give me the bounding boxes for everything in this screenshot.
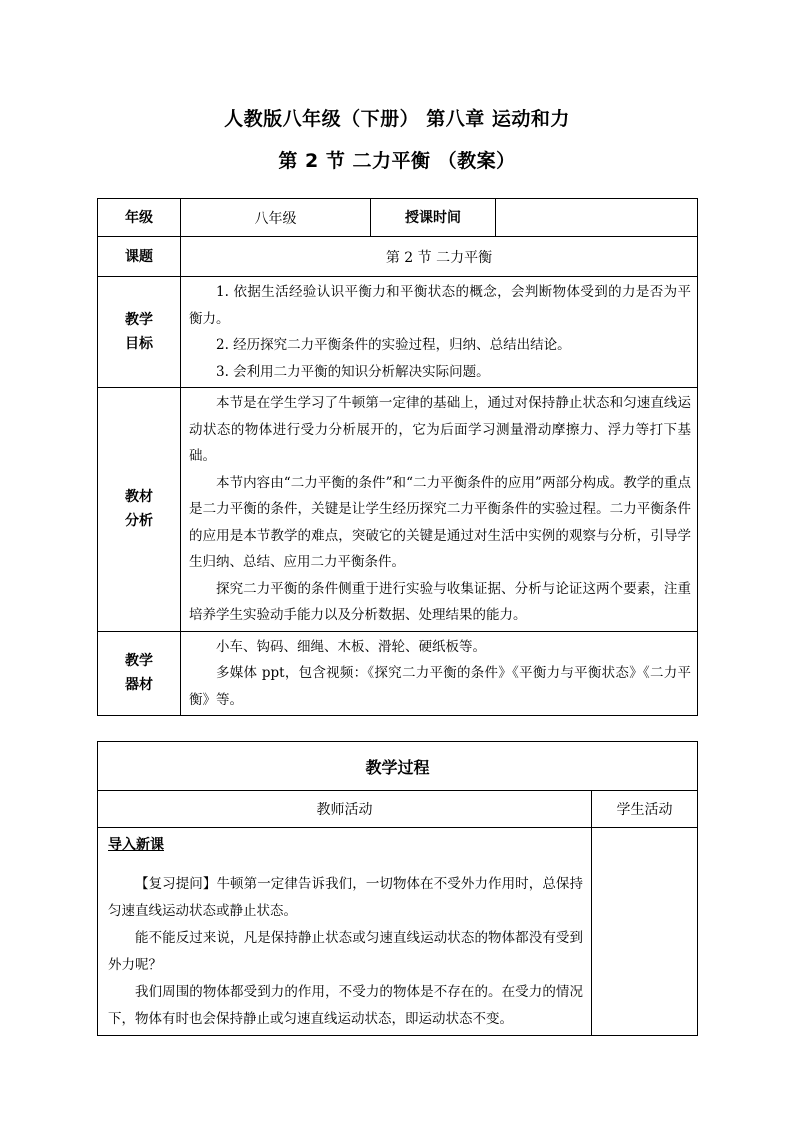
teaching-process-table xyxy=(97,741,698,1036)
document-title: 人教版八年级（下册） 第八章 运动和力 xyxy=(224,108,570,130)
time-label: 授课时间 xyxy=(371,199,496,237)
materials-content xyxy=(181,631,698,716)
time-value xyxy=(496,199,698,237)
goals-label: 教学 目标 xyxy=(98,277,181,388)
section-title: 导入新课 xyxy=(108,837,164,853)
analysis-paragraph: 本节是在学生学习了牛顿第一定律的基础上，通过对保持静止状态和匀速直线运动状态的物体进行受力分析展开的，它为后面学习测量滑动摩擦力、浮力等打下基础。 xyxy=(189,395,691,464)
goal-item: 2. 经历探究二力平衡条件的实验过程，归纳、总结出结论。 xyxy=(216,337,571,353)
process-paragraph: 能不能反过来说，凡是保持静止状态或匀速直线运动状态的物体都没有受到外力呢？ xyxy=(108,930,583,973)
process-title: 教学过程 xyxy=(98,742,698,791)
topic-value: 第 2 节 二力平衡 xyxy=(181,237,698,277)
grade-value: 八年级 xyxy=(181,199,371,237)
review-tag: 【复习提问】 xyxy=(135,876,217,892)
analysis-paragraph: 探究二力平衡的条件侧重于进行实验与收集证据、分析与论证这两个要素，注重培养学生实验动手能力以及分析数据、处理结果的能力。 xyxy=(189,580,691,623)
lesson-info-table xyxy=(97,198,698,716)
analysis-label: 教材 分析 xyxy=(98,388,181,632)
process-paragraph: 我们周围的物体都受到力的作用，不受力的物体是不存在的。在受力的情况下，物体有时也会保持静止或匀速直线运动状态，即运动状态不变。 xyxy=(108,984,583,1027)
student-activity-header: 学生活动 xyxy=(592,791,698,828)
document-subtitle: 第 2 节 二力平衡 （教案） xyxy=(278,150,516,172)
teacher-activity-header: 教师活动 xyxy=(98,791,592,828)
grade-label: 年级 xyxy=(98,199,181,237)
materials-label: 教学 器材 xyxy=(98,631,181,716)
analysis-paragraph: 本节内容由“二力平衡的条件”和“二力平衡条件的应用”两部分构成。教学的重点是二力平衡的条件，关键是让学生经历探究二力平衡条件的实验过程。二力平衡条件的应用是本节教学的难点，突破它的关键是通过对生活中实例的观察与分析，引导学生归纳、总结、应用二力平衡条件。 xyxy=(189,474,691,570)
review-paragraph: 【复习提问】牛顿第一定律告诉我们，一切物体在不受外力作用时，总保持匀速直线运动状态或静止状态。 xyxy=(108,876,583,919)
teacher-activity-content xyxy=(98,828,592,1036)
goals-content xyxy=(181,277,698,388)
materials-paragraph: 小车、钩码、细绳、木板、滑轮、硬纸板等。 xyxy=(216,638,486,655)
goal-item: 1. 依据生活经验认识平衡力和平衡状态的概念，会判断物体受到的力是否为平衡力。 xyxy=(189,284,691,327)
student-activity-content xyxy=(592,828,698,1036)
goal-item: 3. 会利用二力平衡的知识分析解决实际问题。 xyxy=(216,363,490,380)
analysis-content xyxy=(181,388,698,632)
materials-paragraph: 多媒体 ppt，包含视频：《探究二力平衡的条件》《平衡力与平衡状态》《二力平衡》等。 xyxy=(189,665,691,708)
topic-label: 课题 xyxy=(98,237,181,277)
